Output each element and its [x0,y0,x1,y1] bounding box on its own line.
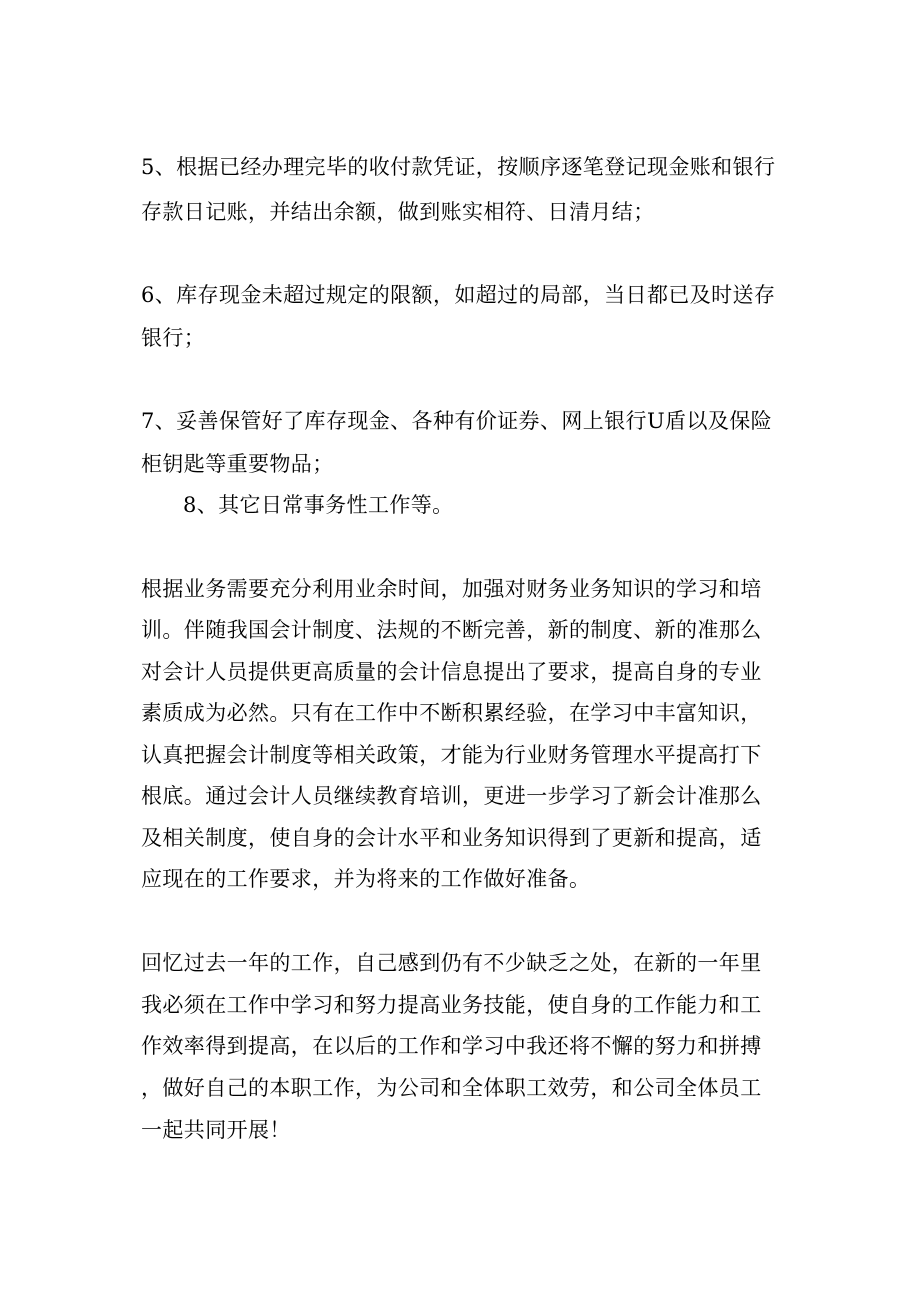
paragraph-1-line-7: 及相关制度，使自身的会计水平和业务知识得到了更新和提高，适 [141,826,762,850]
item-5-line-2: 存款日记账，并结出余额，做到账实相符、日清月结； [141,200,655,224]
item-6-line-2: 银行； [141,326,206,350]
paragraph-1-line-5: 认真把握会计制度等相关政策，才能为行业财务管理水平提高打下 [141,743,762,767]
paragraph-1-line-4: 素质成为必然。只有在工作中不断积累经验，在学习中丰富知识， [141,701,762,725]
item-7-line-2: 柜钥匙等重要物品； [141,452,334,476]
paragraph-1-line-2: 训。伴随我国会计制度、法规的不断完善，新的制度、新的准那么 [141,618,762,642]
paragraph-2-line-1: 回忆过去一年的工作，自己感到仍有不少缺乏之处，在新的一年里 [141,951,762,975]
item-6-line-1: 6、库存现金未超过规定的限额，如超过的局部，当日都已及时送存 [141,283,776,307]
paragraph-1-line-6: 根底。通过会计人员继续教育培训，更进一步学习了新会计准那么 [141,784,762,808]
paragraph-1-line-8: 应现在的工作要求，并为将来的工作做好准备。 [141,867,591,891]
paragraph-2-line-3: 作效率得到提高，在以后的工作和学习中我还将不懈的努力和拼搏 [141,1034,762,1058]
paragraph-2-line-5: 一起共同开展！ [141,1118,291,1142]
paragraph-1-line-3: 对会计人员提供更高质量的会计信息提出了要求，提高自身的专业 [141,660,762,684]
paragraph-2-line-2: 我必须在工作中学习和努力提高业务技能，使自身的工作能力和工 [141,993,762,1017]
paragraph-1-line-1: 根据业务需要充分利用业余时间，加强对财务业务知识的学习和培 [141,577,762,601]
item-5-line-1: 5、根据已经办理完毕的收付款凭证，按顺序逐笔登记现金账和银行 [141,155,776,179]
paragraph-2-line-4: ，做好自己的本职工作，为公司和全体职工效劳，和公司全体员工 [141,1076,762,1100]
item-7-line-1: 7、妥善保管好了库存现金、各种有价证券、网上银行U盾以及保险 [141,409,773,433]
item-8-line-1: 8、其它日常事务性工作等。 [183,493,454,517]
